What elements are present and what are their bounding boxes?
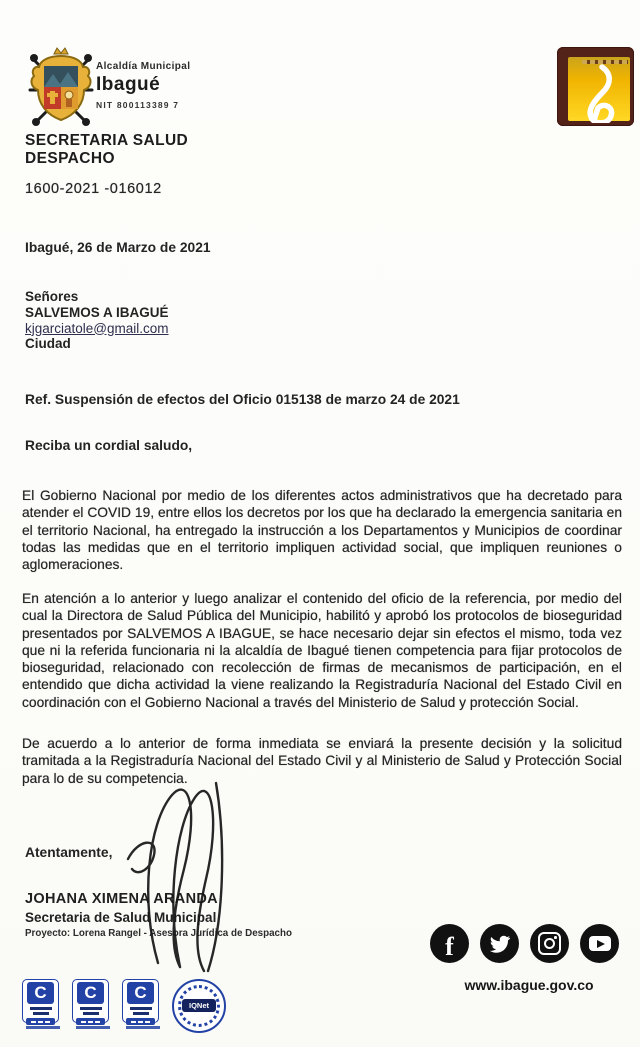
- instagram-icon[interactable]: [530, 924, 569, 963]
- department-title: [25, 132, 188, 167]
- entity-name: Ibagué: [96, 74, 161, 95]
- social-icons-row: [430, 924, 619, 963]
- icontec-certification-logo-2: C: [72, 979, 113, 1029]
- ibague-capital-musical-logo: [557, 47, 634, 126]
- addressee-name: SALVEMOS A IBAGUÉ: [25, 304, 169, 320]
- letterhead-text: [96, 62, 190, 110]
- iqnet-label: IQNet: [182, 999, 216, 1012]
- website-url[interactable]: www.ibague.gov.co: [464, 977, 594, 993]
- prepared-by-line: Proyecto: Lorena Rangel - Asesora Jurídica de Despacho: [25, 928, 292, 939]
- entity-nit: NIT 800113389 7: [96, 100, 180, 110]
- department-line2: DESPACHO: [25, 149, 115, 167]
- certification-logos-row: [22, 979, 226, 1033]
- closing-line: Atentamente,: [25, 845, 113, 860]
- facebook-icon[interactable]: f: [430, 924, 469, 963]
- twitter-icon[interactable]: [480, 924, 519, 963]
- icontec-certification-logo-3: C: [122, 979, 163, 1029]
- addressee-salutation: Señores: [25, 289, 79, 304]
- addressee-email-link[interactable]: kjgarciatole@gmail.com: [25, 320, 169, 336]
- iqnet-certification-logo: [172, 979, 226, 1033]
- icontec-certification-logo-1: C: [22, 979, 63, 1029]
- date-line: Ibagué, 26 de Marzo de 2021: [25, 240, 211, 255]
- youtube-icon[interactable]: [580, 924, 619, 963]
- body-paragraph-3: De acuerdo a lo anterior de forma inmediata se enviará la presente decisión y la solicitud tramitada a la Registraduría Nacional del Estado Civil y al Ministerio de Salud y Protección Social para lo de su competencia.: [22, 736, 622, 786]
- musical-logo-gold-field: [568, 57, 630, 121]
- addressee-city: Ciudad: [25, 336, 71, 352]
- file-number: 1600-2021 -016012: [25, 181, 162, 197]
- addressee-block: [25, 289, 169, 352]
- ibague-coat-of-arms-logo: [24, 46, 98, 137]
- signer-name: JOHANA XIMENA ARANDA: [25, 891, 218, 907]
- body-paragraph-2: En atención a lo anterior y luego analizar el contenido del oficio de la referencia, por medio del cual la Directora de Salud Pública del Municipio, habilitó y aprobó los protocolos de bioseguridad presentados por SALVEMOS A IBAGUE, se hace necesario dejar sin efectos el mismo, toda vez que ni la referida funcionaria ni la alcaldía de Ibagué tienen competencia para fijar protocolos de bioseguridad, relacionado con recolección de firmas de mecanismos de participación, en el entendido que dicha actividad la viene realizando la Registraduría Nacional del Estado Civil en coordinación con el Gobierno Nacional a través del Ministerio de Salud y protección Social.: [22, 591, 622, 710]
- reference-line: Ref. Suspensión de efectos del Oficio 015138 de marzo 24 de 2021: [25, 392, 460, 407]
- entity-small-label: Alcaldía Municipal: [96, 61, 191, 72]
- treble-clef-icon: [572, 63, 628, 123]
- handwritten-signature: [118, 781, 256, 978]
- body-paragraph-1: El Gobierno Nacional por medio de los diferentes actos administrativos que ha decretado para atender el COVID 19, entre ellos los decretos por los que ha declarado la emergencia sanitaria en el territorio Nacional, ha entregado la instrucción a los Departamentos y Municipios de coordinar todas las medidas que en el territorio impliquen actividad social, que impliquen reuniones o aglomeraciones.: [22, 488, 622, 573]
- greeting-line: Reciba un cordial saludo,: [25, 438, 193, 453]
- department-line1: SECRETARIA SALUD: [25, 132, 189, 149]
- signer-title: Secretaria de Salud Municipal: [25, 909, 217, 925]
